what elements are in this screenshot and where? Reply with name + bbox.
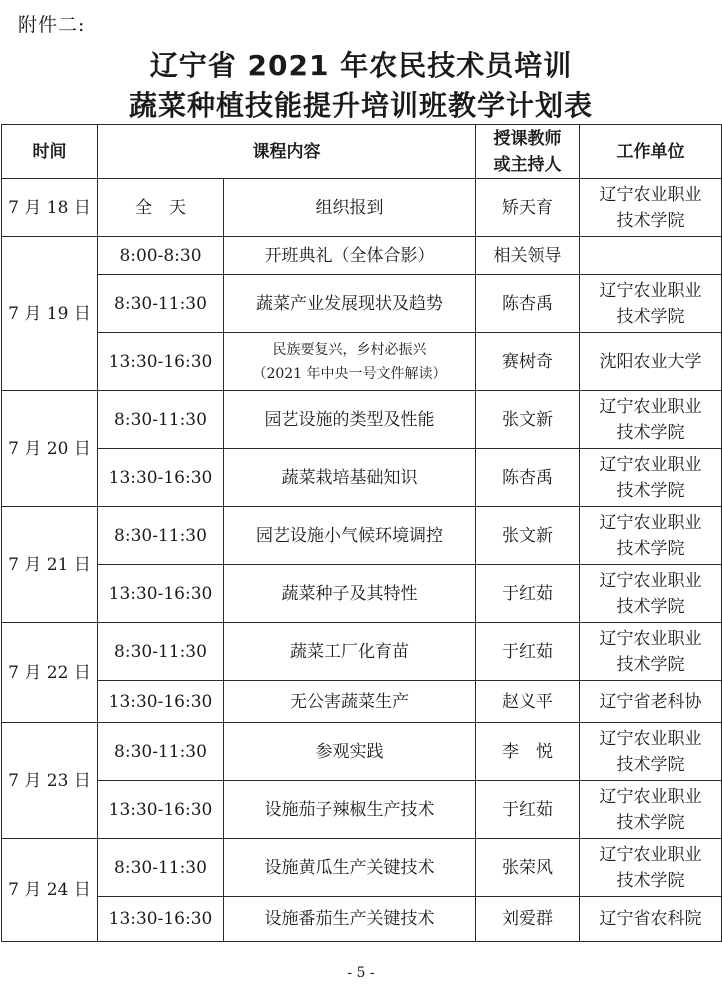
date-cell: 7 月 23 日	[2, 723, 98, 839]
table-row	[2, 623, 722, 681]
course-cell: 蔬菜产业发展现状及趋势	[224, 275, 476, 333]
table-row	[2, 333, 722, 391]
date-cell: 7 月 21 日	[2, 507, 98, 623]
teacher-cell: 赛树奇	[476, 333, 580, 391]
unit-line2: 技术学院	[616, 480, 685, 501]
header-unit: 工作单位	[580, 125, 722, 179]
time-cell: 8:00-8:30	[98, 237, 224, 275]
course-cell: 设施番茄生产关键技术	[224, 897, 476, 942]
time-cell: 8:30-11:30	[98, 391, 224, 449]
title-line-2: 蔬菜种植技能提升培训班教学计划表	[128, 89, 593, 122]
unit-cell	[580, 275, 722, 333]
unit-line2: 技术学院	[616, 422, 685, 443]
course-cell: 设施黄瓜生产关键技术	[224, 839, 476, 897]
teacher-cell: 于红茹	[476, 781, 580, 839]
unit-cell	[580, 179, 722, 237]
unit-line2: 技术学院	[616, 754, 685, 775]
course-cell: 园艺设施小气候环境调控	[224, 507, 476, 565]
course-cell: 组织报到	[224, 179, 476, 237]
table-row	[2, 391, 722, 449]
time-cell: 全 天	[98, 179, 224, 237]
date-cell: 7 月 24 日	[2, 839, 98, 942]
header-row	[2, 125, 722, 179]
schedule-table	[1, 124, 722, 942]
teacher-cell: 于红茹	[476, 565, 580, 623]
unit-cell	[580, 565, 722, 623]
unit-cell: 辽宁省老科协	[580, 681, 722, 723]
unit-cell: 沈阳农业大学	[580, 333, 722, 391]
header-time: 时间	[2, 125, 98, 179]
time-cell: 8:30-11:30	[98, 839, 224, 897]
header-teacher-line2: 或主持人	[493, 154, 562, 175]
teacher-cell: 于红茹	[476, 623, 580, 681]
table-row	[2, 839, 722, 897]
time-cell: 13:30-16:30	[98, 333, 224, 391]
table-row	[2, 897, 722, 942]
unit-cell	[580, 449, 722, 507]
teacher-cell: 刘爱群	[476, 897, 580, 942]
teacher-cell: 张文新	[476, 391, 580, 449]
unit-line1: 辽宁农业职业	[599, 184, 702, 205]
date-cell: 7 月 20 日	[2, 391, 98, 507]
teacher-cell: 李 悦	[476, 723, 580, 781]
unit-cell	[580, 391, 722, 449]
table-row	[2, 275, 722, 333]
unit-line1: 辽宁农业职业	[599, 570, 702, 591]
table-row	[2, 781, 722, 839]
course-cell: 参观实践	[224, 723, 476, 781]
unit-cell: 辽宁省农科院	[580, 897, 722, 942]
unit-line1: 辽宁农业职业	[599, 844, 702, 865]
unit-cell	[580, 237, 722, 275]
title-line-1: 辽宁省 2021 年农民技术员培训	[149, 49, 573, 82]
teacher-cell: 相关领导	[476, 237, 580, 275]
table-row	[2, 507, 722, 565]
unit-line2: 技术学院	[616, 596, 685, 617]
table-row	[2, 681, 722, 723]
table-row	[2, 449, 722, 507]
teacher-cell: 矫天育	[476, 179, 580, 237]
time-cell: 8:30-11:30	[98, 275, 224, 333]
course-cell: 设施茄子辣椒生产技术	[224, 781, 476, 839]
time-cell: 13:30-16:30	[98, 565, 224, 623]
table-row	[2, 237, 722, 275]
time-cell: 13:30-16:30	[98, 449, 224, 507]
table-row	[2, 723, 722, 781]
teacher-cell: 张荣风	[476, 839, 580, 897]
unit-line2: 技术学院	[616, 654, 685, 675]
teacher-cell: 陈杏禹	[476, 449, 580, 507]
table-row	[2, 179, 722, 237]
unit-line1: 辽宁农业职业	[599, 728, 702, 749]
course-cell: 蔬菜工厂化育苗	[224, 623, 476, 681]
date-cell: 7 月 19 日	[2, 237, 98, 391]
course-cell: 蔬菜栽培基础知识	[224, 449, 476, 507]
course-line2: （2021 年中央一号文件解读）	[252, 365, 447, 382]
unit-line1: 辽宁农业职业	[599, 512, 702, 533]
teacher-cell: 张文新	[476, 507, 580, 565]
time-cell: 13:30-16:30	[98, 681, 224, 723]
course-line1: 民族要复兴，乡村必振兴	[272, 341, 427, 358]
header-teacher-line1: 授课教师	[493, 128, 562, 149]
course-cell: 开班典礼（全体合影）	[224, 237, 476, 275]
unit-cell	[580, 781, 722, 839]
course-cell	[224, 333, 476, 391]
unit-cell	[580, 507, 722, 565]
time-cell: 8:30-11:30	[98, 507, 224, 565]
course-cell: 蔬菜种子及其特性	[224, 565, 476, 623]
unit-line2: 技术学院	[616, 870, 685, 891]
date-cell: 7 月 18 日	[2, 179, 98, 237]
page-number: - 5 -	[347, 965, 375, 981]
unit-line2: 技术学院	[616, 210, 685, 231]
unit-line1: 辽宁农业职业	[599, 786, 702, 807]
time-cell: 8:30-11:30	[98, 623, 224, 681]
unit-cell	[580, 839, 722, 897]
time-cell: 8:30-11:30	[98, 723, 224, 781]
teacher-cell: 陈杏禹	[476, 275, 580, 333]
date-cell: 7 月 22 日	[2, 623, 98, 723]
attachment-label: 附件二:	[18, 14, 86, 36]
unit-line2: 技术学院	[616, 538, 685, 559]
header-content: 课程内容	[98, 125, 476, 179]
unit-line1: 辽宁农业职业	[599, 454, 702, 475]
time-cell: 13:30-16:30	[98, 781, 224, 839]
course-cell: 无公害蔬菜生产	[224, 681, 476, 723]
header-teacher	[476, 125, 580, 179]
unit-line1: 辽宁农业职业	[599, 628, 702, 649]
unit-line2: 技术学院	[616, 812, 685, 833]
table-row	[2, 565, 722, 623]
teacher-cell: 赵义平	[476, 681, 580, 723]
unit-line1: 辽宁农业职业	[599, 396, 702, 417]
unit-cell	[580, 623, 722, 681]
unit-line2: 技术学院	[616, 306, 685, 327]
unit-line1: 辽宁农业职业	[599, 280, 702, 301]
time-cell: 13:30-16:30	[98, 897, 224, 942]
unit-cell	[580, 723, 722, 781]
course-cell: 园艺设施的类型及性能	[224, 391, 476, 449]
